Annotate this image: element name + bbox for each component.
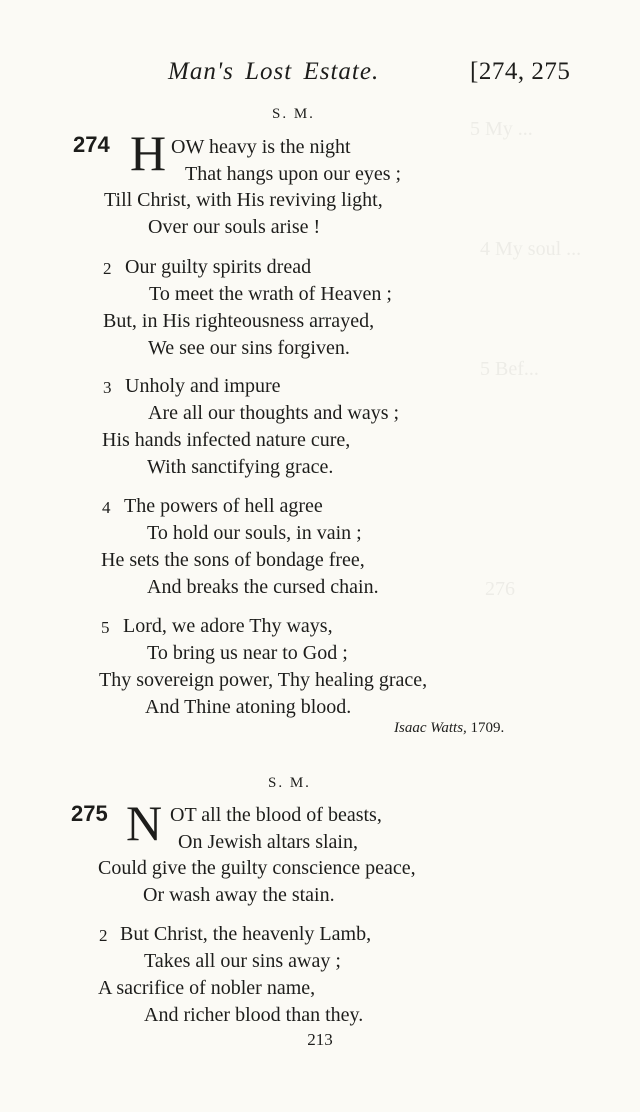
verse-line: Our guilty spirits dread: [125, 256, 312, 278]
stanza-number: 3: [103, 378, 112, 397]
verse-line: Thy sovereign power, Thy healing grace,: [99, 669, 428, 691]
stanza-number: 4: [102, 498, 111, 517]
stanza-number: 5: [101, 618, 110, 637]
verse-line: Over our souls arise !: [148, 216, 321, 238]
show-through-texture: 5 My ...: [470, 118, 533, 140]
show-through-texture: 5 Bef...: [480, 358, 539, 380]
verse-line: Are all our thoughts and ways ;: [148, 402, 400, 424]
verse-line: On Jewish altars slain,: [178, 831, 358, 853]
verse-line: And Thine atoning blood.: [145, 696, 352, 718]
verse-line: We see our sins forgiven.: [148, 337, 350, 359]
verse-line: The powers of hell agree: [124, 495, 323, 517]
verse-line: And richer blood than they.: [144, 1004, 364, 1026]
hymn-number: 275: [71, 801, 108, 826]
verse-line: And breaks the cursed chain.: [147, 576, 379, 598]
verse-line: Unholy and impure: [125, 375, 281, 397]
page-number: 213: [307, 1030, 333, 1049]
drop-cap: H: [130, 125, 167, 181]
author-year: 1709.: [470, 720, 505, 736]
stanza-number: 2: [99, 926, 108, 945]
verse-line: That hangs upon our eyes ;: [185, 163, 402, 185]
verse-line: His hands infected nature cure,: [102, 429, 351, 451]
show-through-texture: 4 My soul ...: [480, 238, 582, 260]
page-header: [0, 58, 640, 92]
verse-line: But Christ, the heavenly Lamb,: [120, 923, 372, 945]
author-name: Isaac Watts,: [394, 720, 467, 736]
verse-line: OT all the blood of beasts,: [170, 804, 382, 826]
drop-cap: N: [126, 795, 163, 851]
verse-line: Or wash away the stain.: [143, 884, 335, 906]
running-title: Man's Lost Estate.: [168, 58, 380, 85]
hymn-number: 274: [73, 132, 110, 157]
verse-line: OW heavy is the night: [171, 136, 351, 158]
verse-line: To bring us near to God ;: [147, 642, 348, 664]
stanza-number: 2: [103, 259, 112, 278]
verse-line: With sanctifying grace.: [147, 456, 334, 478]
attribution: [394, 720, 504, 737]
verse-line: Takes all our sins away ;: [144, 950, 341, 972]
verse-line: To hold our souls, in vain ;: [147, 522, 362, 544]
verse-line: Till Christ, with His reviving light,: [104, 189, 383, 211]
verse-line: A sacrifice of nobler name,: [98, 977, 316, 999]
verse-line: He sets the sons of bondage free,: [101, 549, 365, 571]
verse-line: To meet the wrath of Heaven ;: [149, 283, 392, 305]
show-through-texture: 276: [485, 578, 515, 600]
hymn-range: [274, 275: [470, 58, 571, 85]
verse-line: Lord, we adore Thy ways,: [123, 615, 333, 637]
hymn-meter: S. M.: [272, 106, 315, 122]
verse-line: Could give the guilty conscience peace,: [98, 857, 416, 879]
verse-line: But, in His righteousness arrayed,: [103, 310, 375, 332]
hymn-meter: S. M.: [268, 775, 311, 791]
